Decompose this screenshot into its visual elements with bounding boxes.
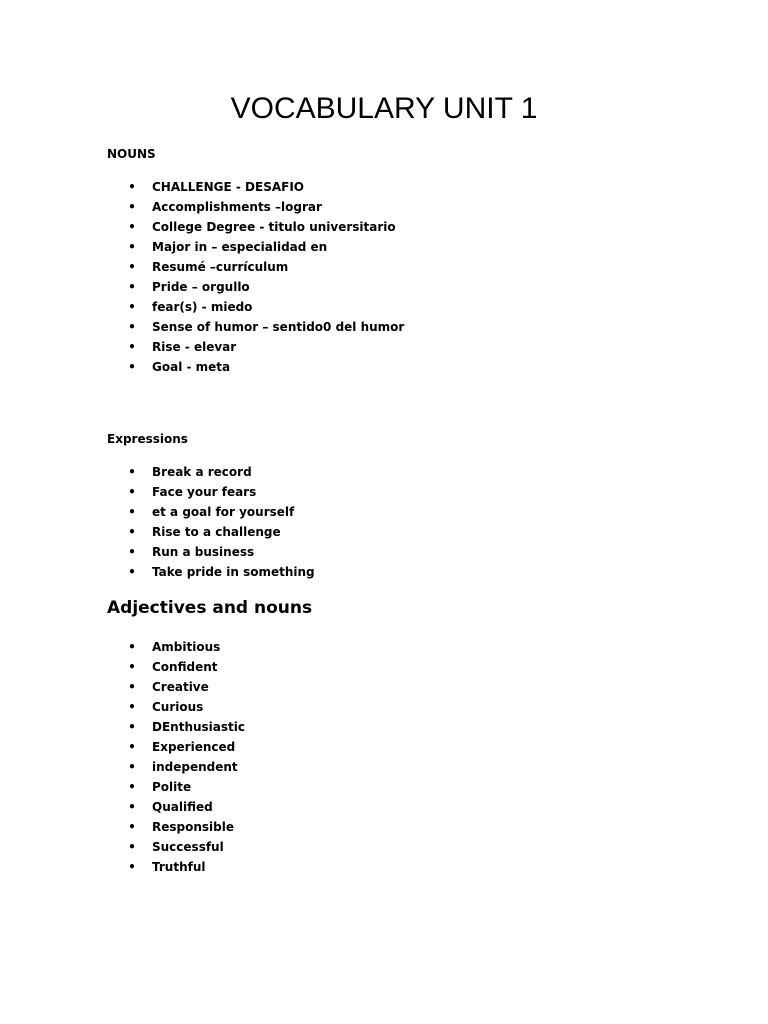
list-item bbox=[128, 817, 245, 837]
bullet-icon: • bbox=[128, 780, 136, 794]
nouns-list bbox=[128, 177, 404, 377]
list-item bbox=[128, 277, 404, 297]
list-item-text: Responsible bbox=[152, 820, 234, 834]
bullet-icon: • bbox=[128, 545, 136, 559]
list-item bbox=[128, 697, 245, 717]
list-item bbox=[128, 237, 404, 257]
bullet-icon: • bbox=[128, 280, 136, 294]
list-item bbox=[128, 757, 245, 777]
document-title: VOCABULARY UNIT 1 bbox=[230, 92, 538, 125]
bullet-icon: • bbox=[128, 180, 136, 194]
bullet-icon: • bbox=[128, 525, 136, 539]
bullet-icon: • bbox=[128, 720, 136, 734]
list-item bbox=[128, 257, 404, 277]
list-item bbox=[128, 177, 404, 197]
list-item bbox=[128, 297, 404, 317]
list-item-text: Confident bbox=[152, 660, 218, 674]
list-item bbox=[128, 677, 245, 697]
bullet-icon: • bbox=[128, 320, 136, 334]
expressions-label: Expressions bbox=[107, 432, 188, 446]
list-item bbox=[128, 797, 245, 817]
list-item-text: Face your fears bbox=[152, 485, 257, 499]
list-item-text: Pride – orgullo bbox=[152, 280, 250, 294]
bullet-icon: • bbox=[128, 485, 136, 499]
bullet-icon: • bbox=[128, 505, 136, 519]
bullet-icon: • bbox=[128, 640, 136, 654]
bullet-icon: • bbox=[128, 740, 136, 754]
list-item-text: Truthful bbox=[152, 860, 206, 874]
bullet-icon: • bbox=[128, 840, 136, 854]
list-item-text: Curious bbox=[152, 700, 204, 714]
list-item bbox=[128, 717, 245, 737]
list-item bbox=[128, 562, 315, 582]
bullet-icon: • bbox=[128, 800, 136, 814]
adjectives-list bbox=[128, 637, 245, 877]
list-item-text: Creative bbox=[152, 680, 209, 694]
list-item-text: Major in – especialidad en bbox=[152, 240, 328, 254]
list-item-text: Resumé –currículum bbox=[152, 260, 289, 274]
list-item-text: DEnthusiastic bbox=[152, 720, 245, 734]
bullet-icon: • bbox=[128, 200, 136, 214]
adjectives-heading: Adjectives and nouns bbox=[107, 598, 313, 618]
list-item bbox=[128, 777, 245, 797]
list-item bbox=[128, 857, 245, 877]
nouns-label: NOUNS bbox=[107, 147, 156, 161]
list-item-text: Sense of humor – sentido0 del humor bbox=[152, 320, 405, 334]
list-item-text: et a goal for yourself bbox=[152, 505, 295, 519]
bullet-icon: • bbox=[128, 860, 136, 874]
list-item-text: Polite bbox=[152, 780, 192, 794]
list-item bbox=[128, 357, 404, 377]
bullet-icon: • bbox=[128, 820, 136, 834]
bullet-icon: • bbox=[128, 220, 136, 234]
list-item-text: Ambitious bbox=[152, 640, 221, 654]
list-item bbox=[128, 482, 315, 502]
list-item bbox=[128, 502, 315, 522]
list-item bbox=[128, 462, 315, 482]
bullet-icon: • bbox=[128, 340, 136, 354]
list-item-text: Rise to a challenge bbox=[152, 525, 281, 539]
list-item-text: Accomplishments –lograr bbox=[152, 200, 322, 214]
list-item bbox=[128, 522, 315, 542]
bullet-icon: • bbox=[128, 680, 136, 694]
list-item-text: College Degree - titulo universitario bbox=[152, 220, 396, 234]
list-item-text: Take pride in something bbox=[152, 565, 315, 579]
list-item bbox=[128, 197, 404, 217]
list-item bbox=[128, 637, 245, 657]
list-item bbox=[128, 837, 245, 857]
list-item-text: Run a business bbox=[152, 545, 255, 559]
bullet-icon: • bbox=[128, 300, 136, 314]
bullet-icon: • bbox=[128, 260, 136, 274]
list-item bbox=[128, 317, 404, 337]
list-item-text: Goal - meta bbox=[152, 360, 231, 374]
bullet-icon: • bbox=[128, 240, 136, 254]
list-item bbox=[128, 337, 404, 357]
list-item-text: fear(s) - miedo bbox=[152, 300, 253, 314]
list-item bbox=[128, 657, 245, 677]
bullet-icon: • bbox=[128, 660, 136, 674]
bullet-icon: • bbox=[128, 565, 136, 579]
list-item bbox=[128, 542, 315, 562]
list-item-text: Rise - elevar bbox=[152, 340, 237, 354]
list-item-text: Successful bbox=[152, 840, 224, 854]
list-item bbox=[128, 217, 404, 237]
bullet-icon: • bbox=[128, 700, 136, 714]
bullet-icon: • bbox=[128, 360, 136, 374]
bullet-icon: • bbox=[128, 465, 136, 479]
bullet-icon: • bbox=[128, 760, 136, 774]
list-item-text: Experienced bbox=[152, 740, 236, 754]
list-item-text: CHALLENGE - DESAFIO bbox=[152, 180, 305, 194]
list-item-text: Qualified bbox=[152, 800, 213, 814]
list-item-text: independent bbox=[152, 760, 238, 774]
list-item-text: Break a record bbox=[152, 465, 252, 479]
list-item bbox=[128, 737, 245, 757]
expressions-list bbox=[128, 462, 315, 582]
